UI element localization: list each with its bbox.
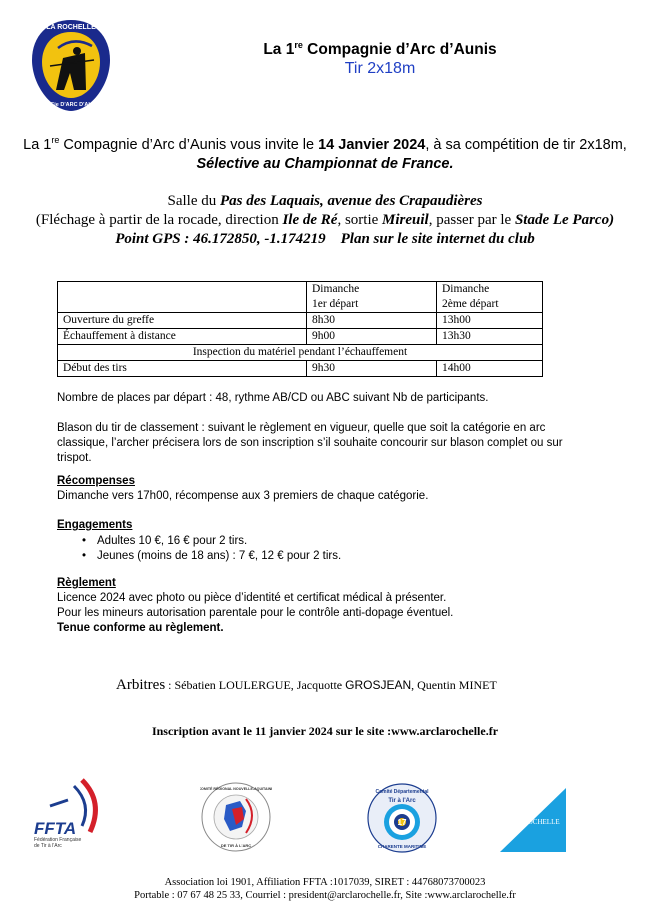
table-cell [58,282,307,313]
comite-departemental-logo [366,782,438,854]
club-logo [30,18,112,113]
crn-top-text: COMITÉ RÉGIONAL NOUVELLE-AQUITAINE [200,787,272,791]
cd-bottom-text: CHARENTE MARITIME [377,844,427,849]
section-text: Pour les mineurs autorisation parentale pour le contrôle anti-dopage éventuel. [57,607,454,619]
arbitres-line: Arbitres : Sébatien LOULERGUE, Jacquotte GROSJEAN, Quentin MINET [116,677,497,693]
table-cell: Ouverture du greffe [58,313,307,329]
table-row [58,329,543,345]
table-row [58,282,543,313]
table-cell: Échauffement à distance [58,329,307,345]
footer [20,876,630,902]
table-row [58,361,543,377]
recompenses-section [57,474,587,504]
list-item: • Jeunes (moins de 18 ans) : 7 €, 12 € pour 2 tirs. [57,549,587,564]
table-header: Dimanche 1er départ [307,282,437,313]
footer-line: Association loi 1901, Affiliation FFTA :1017039, SIRET : 44768073700023 [164,877,486,888]
venue-text: Salle du Pas des Laquais, avenue des Crapaudières (Fléchage à partir de la rocade, direction Ile de Ré, sortie Mireuil, passer par le Stade Le Parco) Point GPS : 46.172850, -1.174219 Plan sur le site internet du club [35,193,615,247]
places-text: Nombre de places par départ : 48, rythme AB/CD ou ABC suivant Nb de participants. [57,392,489,404]
cd-mid-text: Tir à l'Arc [388,798,416,804]
table-cell: Début des tirs [58,361,307,377]
logo-top-text: LA ROCHELLE [46,24,96,31]
invitation-text: La 1re Compagnie d’Arc d’Aunis vous invite le 14 Janvier 2024, à sa compétition de tir 2x18m, Sélective au Championnat de France. [23,135,627,172]
ffta-main-text: FFTA [34,819,77,838]
table-cell: 9h00 [307,329,437,345]
crn-bottom-text: DE TIR À L'ARC [220,843,252,848]
list-item: • Adultes 10 €, 16 € pour 2 tirs. [57,534,587,549]
section-text: Licence 2024 avec photo ou pièce d’identité et certificat médical à présenter. [57,592,447,604]
table-header: Dimanche 2ème départ [437,282,543,313]
document-subtitle: Tir 2x18m [344,60,416,77]
section-heading: Règlement [57,577,116,589]
table-cell: Inspection du matériel pendant l’échauffement [58,345,543,361]
reglement-section [57,576,587,636]
ffta-sub1: Fédération Française [34,837,82,843]
document-title: La 1re Compagnie d’Arc d’Aunis [263,40,497,59]
ffta-sub2: de Tir à l’Arc [34,843,62,848]
cd-top-text: Comité Départemental [375,789,429,795]
lr-text: LA ROCHELLE [512,818,560,826]
table-row [58,313,543,329]
ffta-logo [28,776,108,848]
cd-num-text: 17 [397,818,407,827]
section-text: Tenue conforme au règlement. [57,622,224,634]
logo-bottom-text: 1re Cie D'ARC D'AUNIS [40,102,102,108]
footer-line: Portable : 07 67 48 25 33, Courriel : president@arclarochelle.fr, Site :www.arclarochelle.fr [134,890,516,901]
comite-regional-logo [200,781,272,853]
section-heading: Récompenses [57,475,135,487]
table-row [58,345,543,361]
engagements-section [57,518,587,564]
table-cell: 14h00 [437,361,543,377]
table-cell: 9h30 [307,361,437,377]
schedule-table [57,281,543,377]
la-rochelle-logo [500,788,566,854]
section-text: Dimanche vers 17h00, récompense aux 3 premiers de chaque catégorie. [57,490,429,502]
inscription-line: Inscription avant le 11 janvier 2024 sur le site :www.arclarochelle.fr [151,724,499,738]
blason-text: Blason du tir de classement : suivant le règlement en vigueur, quelle que soit la catégorie en arc classique, l’archer précisera lors de son inscription s’il souhaite concourir sur blason complet ou sur trispot. [57,422,563,464]
table-cell: 13h00 [437,313,543,329]
table-cell: 13h30 [437,329,543,345]
section-heading: Engagements [57,519,133,531]
table-cell: 8h30 [307,313,437,329]
